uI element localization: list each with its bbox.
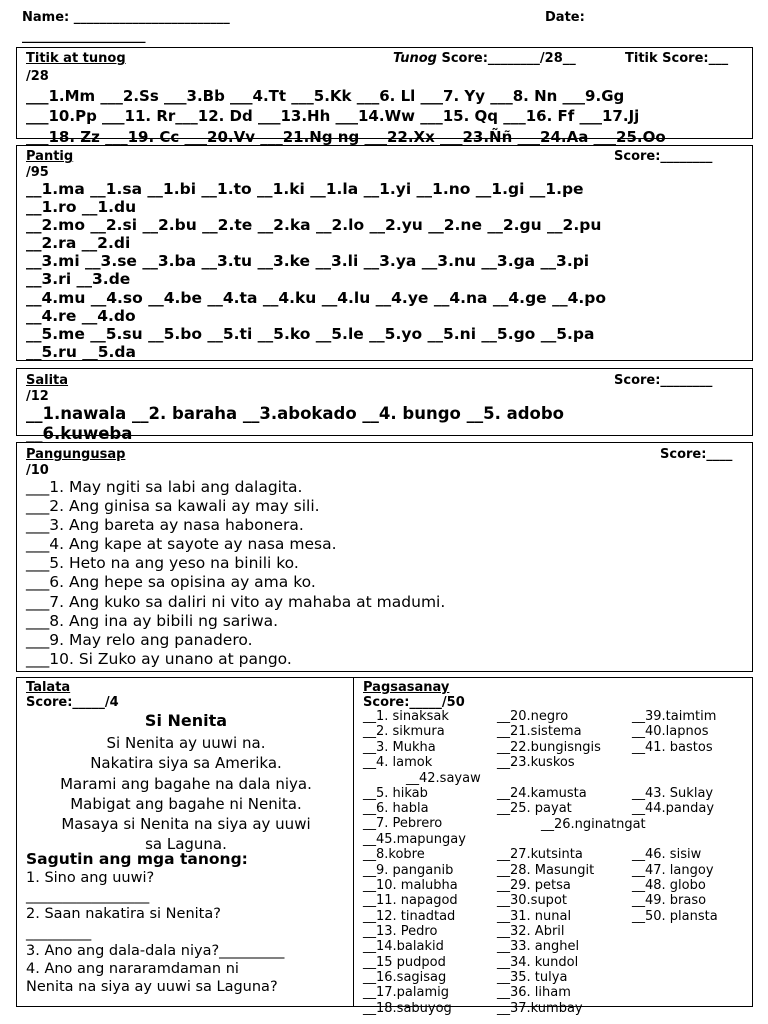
tunog-label: Tunog [393, 51, 437, 66]
pagsasanay-item: __24.kamusta [497, 785, 587, 801]
pantig-line: __3.ri __3.de [26, 270, 131, 289]
question-line: 1. Sino ang uuwi? [26, 870, 155, 886]
pagsasanay-item: __21.sistema [497, 724, 582, 740]
pagsasanay-item: __34. kundol [497, 954, 579, 970]
pangungusap-title: Pangungusap [26, 447, 126, 462]
pagsasanay-score: Score:_____/50 [363, 695, 465, 710]
pagsasanay-grid [354, 709, 754, 1016]
pantig-line: __5.me __5.su __5.bo __5.ti __5.ko __5.le __5.yo __5.ni __5.go __5.pa [26, 324, 595, 343]
pagsasanay-item: __44.panday [632, 801, 715, 817]
salita-line-2: __6.kuweba [26, 424, 133, 443]
sentence-item: ___4. Ang kape at sayote ay nasa mesa. [26, 535, 337, 554]
pagsasanay-item: __2. sikmura [363, 724, 445, 740]
date-line: ___________________ [22, 29, 146, 44]
pagsasanay-title: Pagsasanay [363, 680, 450, 695]
story-title: Si Nenita [144, 711, 228, 730]
pangungusap-denominator: /10 [26, 463, 49, 478]
pagsasanay-section [353, 677, 753, 1016]
sentence-item: ___9. May relo ang panadero. [26, 630, 253, 649]
pantig-denominator: /95 [26, 165, 49, 180]
titik-score: Titik Score:___ [625, 51, 729, 66]
pagsasanay-item: __13. Pedro [363, 923, 438, 939]
titik-title: Titik at tunog [26, 51, 126, 66]
pantig-lines [26, 180, 606, 361]
question-line: Nenita na siya ay uuwi sa Laguna? [26, 979, 278, 996]
story-line: Nakatira siya sa Amerika. [90, 754, 282, 773]
salita-section [16, 368, 753, 443]
question-line: 4. Ano ang nararamdaman ni [26, 961, 239, 978]
salita-line-1: __1.nawala __2. baraha __3.abokado __4. bungo __5. adobo [26, 404, 565, 423]
pagsasanay-item: __26.nginatngat [541, 817, 646, 832]
tunog-score-value: Score:________/28__ [436, 51, 576, 66]
pantig-line: __1.ma __1.sa __1.bi __1.to __1.ki __1.la __1.yi __1.no __1.gi __1.pe [26, 180, 584, 198]
pangungusap-items [26, 478, 445, 669]
pagsasanay-item: __39.taimtim [632, 709, 717, 724]
story-line: sa Laguna. [145, 835, 227, 854]
pagsasanay-item: __35. tulya [497, 969, 568, 985]
sentence-item: ___3. Ang bareta ay nasa habonera. [26, 516, 304, 535]
pantig-section [16, 145, 753, 361]
pagsasanay-item: __31. nunal [497, 908, 572, 924]
titik-section [16, 47, 753, 146]
pagsasanay-item: __42.sayaw [406, 771, 481, 786]
name-label: Name: ________________________ [22, 10, 230, 25]
pagsasanay-item: __23.kuskos [497, 755, 575, 771]
titik-row-2: ___10.Pp ___11. Rr___12. Dd ___13.Hh ___14.Ww ___15. Qq ___16. Ff ___17.Jj [26, 107, 640, 125]
pagsasanay-item: __40.lapnos [632, 724, 709, 740]
questions [26, 869, 284, 996]
talata-section [16, 677, 354, 1007]
pantig-score: Score:________ [614, 149, 713, 164]
sentence-item: ___5. Heto na ang yeso na binili ko. [26, 554, 299, 573]
pagsasanay-item: __15 pudpod [363, 954, 446, 970]
pagsasanay-item: __14.balakid [363, 939, 444, 955]
salita-title: Salita [26, 373, 69, 388]
pantig-line: __5.ru __5.da [26, 342, 136, 361]
pagsasanay-item: __50. plansta [632, 908, 718, 924]
pagsasanay-item: __8.kobre [363, 847, 425, 863]
story-line: Mabigat ang bagahe ni Nenita. [70, 794, 302, 813]
pagsasanay-item: __20.negro [497, 709, 569, 724]
pagsasanay-item: __45.mapungay [363, 831, 466, 847]
question-line: _________ [26, 924, 92, 941]
story-line: Masaya si Nenita na siya ay uuwi [61, 815, 311, 834]
pantig-line: __4.re __4.do [26, 306, 136, 325]
pagsasanay-item: __22.bungisngis [497, 739, 601, 755]
date-label: Date: [545, 10, 585, 25]
story-line: Marami ang bagahe na dala niya. [60, 774, 312, 793]
pagsasanay-item: __9. panganib [363, 862, 454, 878]
titik-denominator: /28 [26, 69, 49, 84]
tunog-score [393, 51, 576, 66]
pagsasanay-item: __47. langoy [632, 862, 714, 878]
pagsasanay-item: __17.palamig [363, 985, 449, 1001]
talata-title: Talata [26, 680, 71, 695]
pagsasanay-item: __33. anghel [497, 939, 580, 955]
pagsasanay-item: __48. globo [632, 877, 706, 893]
pangungusap-score: Score:____ [660, 447, 733, 462]
question-line: 2. Saan nakatira si Nenita? [26, 906, 221, 923]
pagsasanay-item: __11. napagod [363, 893, 458, 909]
pantig-title: Pantig [26, 149, 74, 164]
pantig-line: __2.ra __2.di [26, 234, 131, 253]
story-line: Si Nenita ay uuwi na. [106, 734, 266, 752]
pagsasanay-item: __30.supot [497, 893, 567, 909]
pagsasanay-item: __29. petsa [497, 877, 571, 893]
pagsasanay-item: __1. sinaksak [363, 709, 449, 724]
pagsasanay-item: __4. lamok [363, 755, 433, 771]
question-line: 3. Ano ang dala-dala niya?_________ [26, 942, 285, 959]
pagsasanay-item: __16.sagisag [363, 969, 447, 985]
sentence-item: ___2. Ang ginisa sa kawali ay may sili. [26, 497, 320, 516]
pagsasanay-item: __43. Suklay [632, 785, 714, 801]
pagsasanay-item: __41. bastos [632, 739, 713, 755]
pagsasanay-item: __10. malubha [363, 877, 458, 893]
pagsasanay-item: __6. habla [363, 801, 429, 817]
pantig-line: __3.mi __3.se __3.ba __3.tu __3.ke __3.li __3.ya __3.nu __3.ga __3.pi [26, 252, 590, 271]
question-line: _________________ [26, 888, 150, 905]
sentence-item: ___7. Ang kuko sa daliri ni vito ay mahaba at madumi. [26, 592, 446, 611]
pagsasanay-item: __36. liham [497, 985, 571, 1001]
talata-score: Score:_____/4 [26, 695, 119, 710]
titik-row-3: ___18. Zz ___19. Cc ___20.Vv ___21.Ng ng ___22.Xx ___23.Ññ ___24.Aa ___25.Oo [26, 128, 666, 146]
pangungusap-section [16, 442, 753, 672]
pagsasanay-item: __46. sisiw [632, 847, 702, 863]
sentence-item: ___10. Si Zuko ay unano at pango. [26, 649, 292, 668]
salita-score: Score:________ [614, 373, 713, 388]
pagsasanay-item: __12. tinadtad [363, 908, 456, 924]
pagsasanay-item: __3. Mukha [363, 739, 436, 755]
questions-title: Sagutin ang mga tanong: [26, 850, 248, 868]
story-text [17, 733, 355, 855]
pagsasanay-item: __18.sabuyog [363, 1000, 452, 1016]
pagsasanay-item: __27.kutsinta [497, 847, 583, 863]
pagsasanay-item: __49. braso [632, 893, 707, 909]
pantig-line: __4.mu __4.so __4.be __4.ta __4.ku __4.lu __4.ye __4.na __4.ge __4.po [26, 288, 606, 307]
titik-row-1: ___1.Mm ___2.Ss ___3.Bb ___4.Tt ___5.Kk ___6. Ll ___7. Yy ___8. Nn ___9.Gg [26, 87, 625, 105]
pagsasanay-item: __7. Pebrero [363, 816, 443, 832]
sentence-item: ___1. May ngiti sa labi ang dalagita. [26, 478, 303, 496]
salita-denominator: /12 [26, 389, 49, 404]
sentence-item: ___6. Ang hepe sa opisina ay ama ko. [26, 573, 316, 592]
pantig-line: __1.ro __1.du [26, 198, 137, 217]
sentence-item: ___8. Ang ina ay bibili ng sariwa. [26, 611, 279, 630]
pagsasanay-item: __5. hikab [363, 785, 428, 801]
pagsasanay-item: __32. Abril [497, 923, 565, 939]
pagsasanay-item: __28. Masungit [497, 862, 595, 878]
pagsasanay-item: __25. payat [497, 801, 572, 817]
pagsasanay-item: __37.kumbay [497, 1000, 583, 1016]
pantig-line: __2.mo __2.si __2.bu __2.te __2.ka __2.lo __2.yu __2.ne __2.gu __2.pu [26, 216, 602, 235]
